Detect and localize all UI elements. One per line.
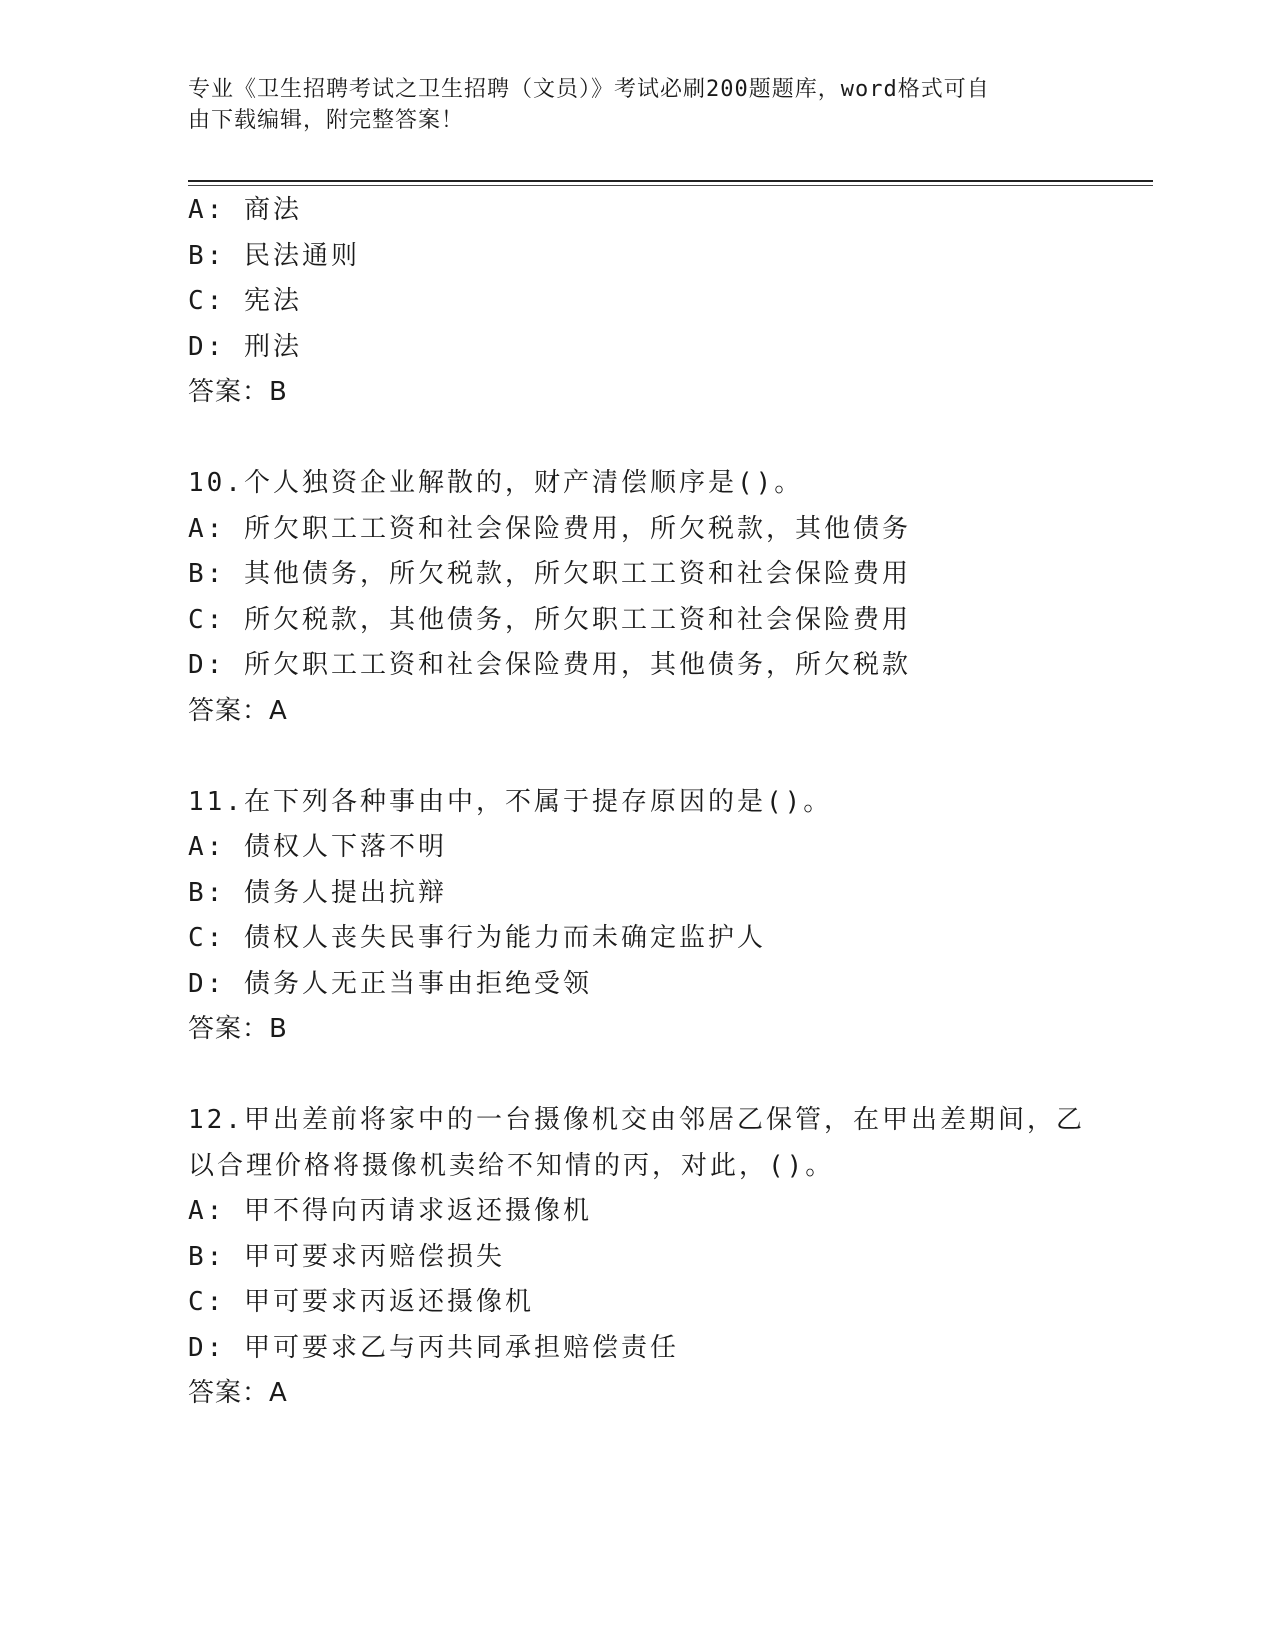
header-title-line-1: 专业《卫生招聘考试之卫生招聘（文员）》考试必刷200题题库，word格式可自 bbox=[188, 77, 990, 102]
option-a: A: 甲不得向丙请求返还摄像机 bbox=[188, 1196, 592, 1226]
question-text: 10.个人独资企业解散的，财产清偿顺序是()。 bbox=[188, 468, 804, 498]
option-a: A: 所欠职工工资和社会保险费用，所欠税款，其他债务 bbox=[188, 513, 911, 544]
answer: 答案：B bbox=[188, 377, 288, 407]
option-a: A: 债权人下落不明 bbox=[188, 832, 447, 862]
option-d: D: 甲可要求乙与丙共同承担赔偿责任 bbox=[188, 1332, 679, 1363]
question-text: 11.在下列各种事由中，不属于提存原因的是()。 bbox=[188, 786, 833, 817]
header-divider-thick bbox=[188, 180, 1153, 182]
question-text-line-1: 12.甲出差前将家中的一台摄像机交由邻居乙保管，在甲出差期间，乙 bbox=[188, 1105, 1085, 1135]
option-b: B: 其他债务，所欠税款，所欠职工工资和社会保险费用 bbox=[188, 559, 911, 589]
question-11 bbox=[188, 780, 1148, 1053]
option-c: C: 所欠税款，其他债务，所欠职工工资和社会保险费用 bbox=[188, 604, 911, 635]
option-c: C: 甲可要求丙返还摄像机 bbox=[188, 1287, 534, 1317]
spacer bbox=[188, 1053, 1148, 1099]
question-text-line-2: 以合理价格将摄像机卖给不知情的丙，对此，()。 bbox=[188, 1150, 835, 1181]
option-b: B: 债务人提出抗辩 bbox=[188, 877, 447, 908]
spacer bbox=[188, 734, 1148, 780]
question-10 bbox=[188, 461, 1148, 734]
document-header bbox=[188, 74, 1068, 136]
answer: 答案：A bbox=[188, 695, 288, 726]
question-12 bbox=[188, 1098, 1148, 1417]
option-c: C: 宪法 bbox=[188, 286, 302, 316]
answer: 答案：A bbox=[188, 1378, 288, 1408]
option-b: B: 民法通则 bbox=[188, 240, 360, 271]
header-title-line-2: 由下载编辑，附完整答案！ bbox=[188, 108, 465, 133]
answer: 答案：B bbox=[188, 1014, 288, 1044]
option-c: C: 债权人丧失民事行为能力而未确定监护人 bbox=[188, 923, 766, 953]
option-a: A: 商法 bbox=[188, 195, 302, 225]
question-list bbox=[188, 188, 1148, 1417]
spacer bbox=[188, 416, 1148, 462]
option-b: B: 甲可要求丙赔偿损失 bbox=[188, 1241, 505, 1272]
option-d: D: 所欠职工工资和社会保险费用，其他债务，所欠税款 bbox=[188, 650, 911, 680]
header-divider-thin bbox=[188, 185, 1153, 186]
question-9 bbox=[188, 188, 1148, 416]
option-d: D: 债务人无正当事由拒绝受领 bbox=[188, 968, 592, 999]
option-d: D: 刑法 bbox=[188, 331, 302, 362]
